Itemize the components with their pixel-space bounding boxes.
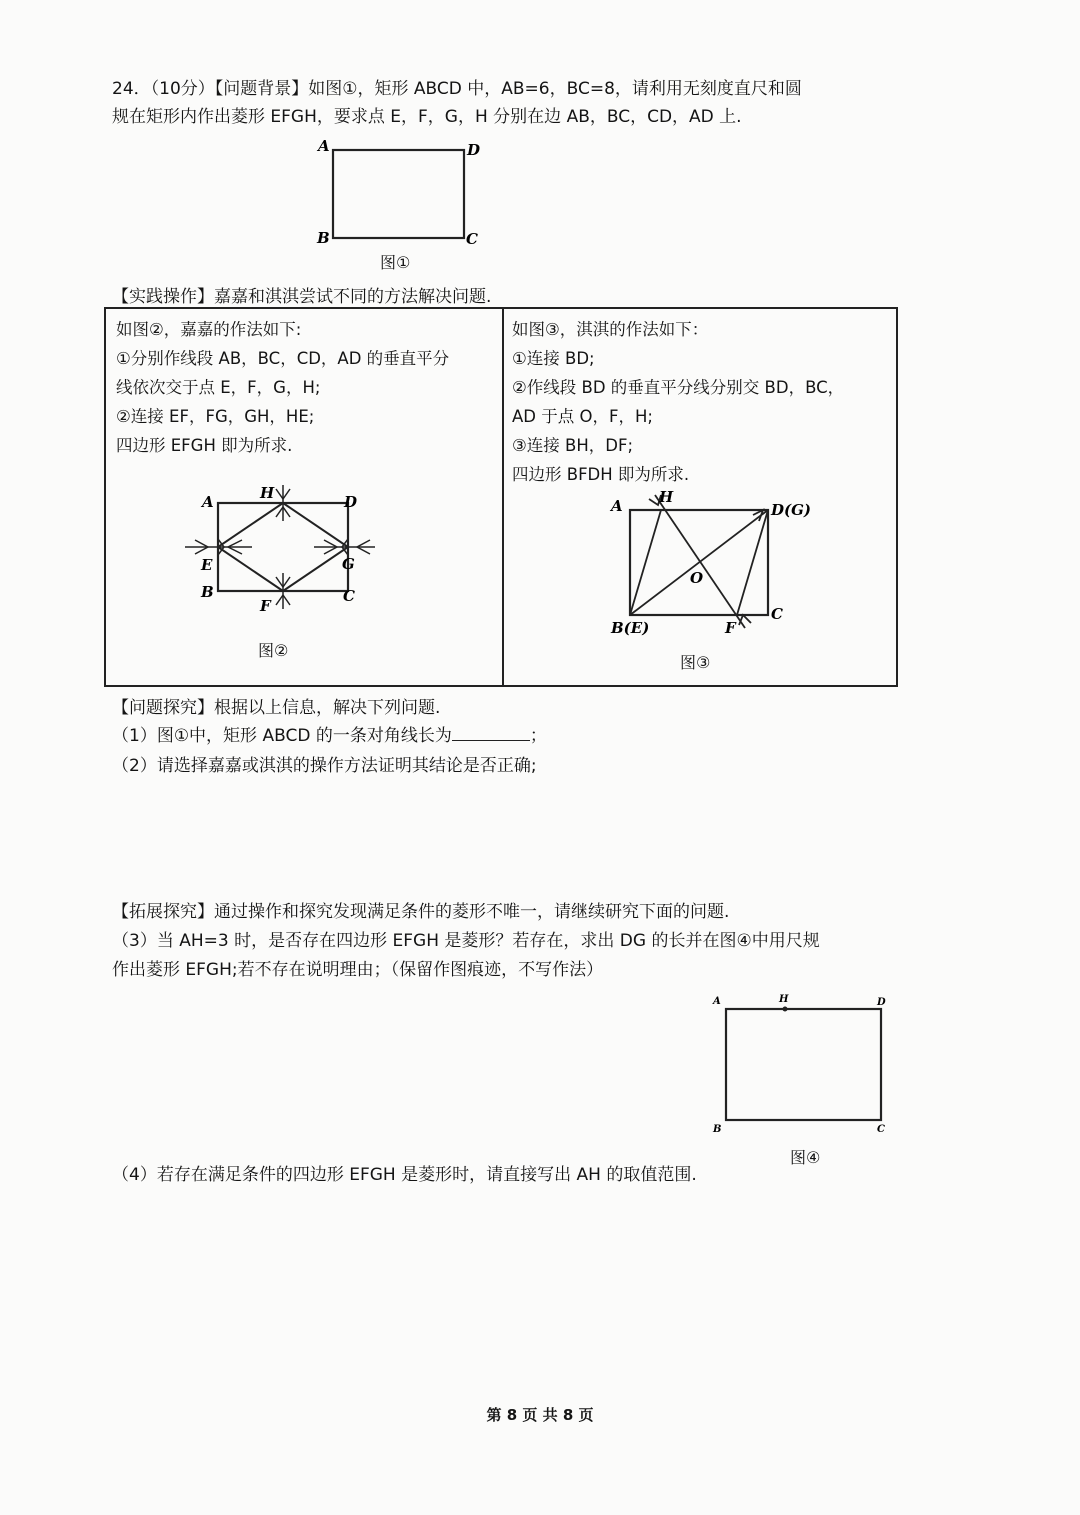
- question-1-end: ；: [529, 726, 547, 746]
- figure-3: [605, 485, 825, 645]
- fig4-caption: 图④: [790, 1148, 821, 1167]
- problem-intro-line2: 规在矩形内作出菱形 EFGH，要求点 E，F，G，H 分别在边 AB，BC，CD，AD 上.: [112, 107, 742, 127]
- fig2-label-B: B: [201, 583, 214, 601]
- answer-blank[interactable]: [452, 726, 530, 741]
- fig4-label-D: D: [877, 997, 886, 1008]
- qiqi-line-5: ③连接 BH，DF;: [512, 436, 634, 455]
- qiqi-line-3: ②作线段 BD 的垂直平分线分别交 BD，BC，: [512, 378, 845, 397]
- practice-heading: 【实践操作】嘉嘉和淇淇尝试不同的方法解决问题.: [112, 287, 492, 307]
- fig3-label-O: O: [690, 569, 704, 587]
- page-footer: 第 8 页 共 8 页: [486, 1406, 594, 1424]
- jiajia-line-1: 如图②，嘉嘉的作法如下:: [116, 320, 302, 339]
- fig3-caption: 图③: [680, 653, 711, 672]
- fig1-label-C: C: [466, 230, 478, 248]
- fig4-label-B: B: [713, 1124, 722, 1135]
- qiqi-line-2: ①连接 BD;: [512, 349, 595, 368]
- fig1-label-A: A: [318, 137, 330, 155]
- methods-divider: [502, 309, 504, 685]
- figure-4: [705, 990, 895, 1135]
- qiqi-line-1: 如图③，淇淇的作法如下：: [512, 320, 709, 339]
- fig1-label-D: D: [467, 141, 481, 159]
- fig4-label-C: C: [877, 1124, 885, 1135]
- fig3-label-H: H: [659, 488, 674, 506]
- fig1-label-B: B: [317, 229, 330, 247]
- extend-heading: 【拓展探究】通过操作和探究发现满足条件的菱形不唯一，请继续研究下面的问题.: [112, 902, 730, 922]
- fig3-label-C: C: [771, 605, 783, 623]
- question-3-line2: 作出菱形 EFGH;若不存在说明理由；（保留作图痕迹，不写作法）: [112, 960, 604, 980]
- qiqi-line-4: AD 于点 O，F，H;: [512, 407, 653, 426]
- jiajia-line-4: ②连接 EF，FG，GH，HE;: [116, 407, 315, 426]
- fig2-label-G: G: [342, 555, 355, 573]
- figure-1: [310, 135, 490, 253]
- fig3-label-BE: B(E): [611, 619, 650, 637]
- jiajia-line-3: 线依次交于点 E，F，G，H;: [116, 378, 321, 397]
- question-1: [112, 721, 547, 746]
- fig2-label-H: H: [260, 484, 275, 502]
- fig4-label-A: A: [713, 996, 721, 1007]
- problem-intro-line1: 24．（10分）【问题背景】如图①，矩形 ABCD 中，AB=6，BC=8，请利用无刻度直尺和圆: [112, 79, 802, 99]
- fig2-label-A: A: [202, 493, 214, 511]
- question-3-line1: （3）当 AH=3 时，是否存在四边形 EFGH 是菱形？若存在，求出 DG 的长并在图④中用尺规: [112, 931, 820, 951]
- fig1-caption: 图①: [380, 253, 411, 272]
- figure-2: [180, 475, 380, 625]
- fig2-label-E: E: [201, 556, 213, 574]
- fig3-label-A: A: [611, 497, 623, 515]
- question-4: （4）若存在满足条件的四边形 EFGH 是菱形时，请直接写出 AH 的取值范围.: [112, 1165, 697, 1185]
- fig3-label-DG: D(G): [771, 501, 812, 519]
- fig2-label-C: C: [343, 587, 355, 605]
- jiajia-method: [116, 315, 449, 460]
- fig3-label-F: F: [725, 619, 736, 637]
- fig4-point-H: [783, 1007, 788, 1012]
- fig4-label-H: H: [779, 994, 789, 1005]
- jiajia-line-5: 四边形 EFGH 即为所求.: [116, 436, 293, 455]
- explore-heading: 【问题探究】根据以上信息，解决下列问题.: [112, 698, 441, 718]
- fig2-label-F: F: [260, 597, 271, 615]
- fig2-label-D: D: [344, 493, 358, 511]
- jiajia-line-2: ①分别作线段 AB，BC，CD，AD 的垂直平分: [116, 349, 450, 368]
- question-2: （2）请选择嘉嘉或淇淇的操作方法证明其结论是否正确;: [112, 756, 537, 776]
- fig2-caption: 图②: [258, 641, 289, 660]
- qiqi-method: [512, 315, 844, 489]
- question-1-text: （1）图①中，矩形 ABCD 的一条对角线长为: [112, 726, 452, 746]
- qiqi-line-6: 四边形 BFDH 即为所求.: [512, 465, 690, 484]
